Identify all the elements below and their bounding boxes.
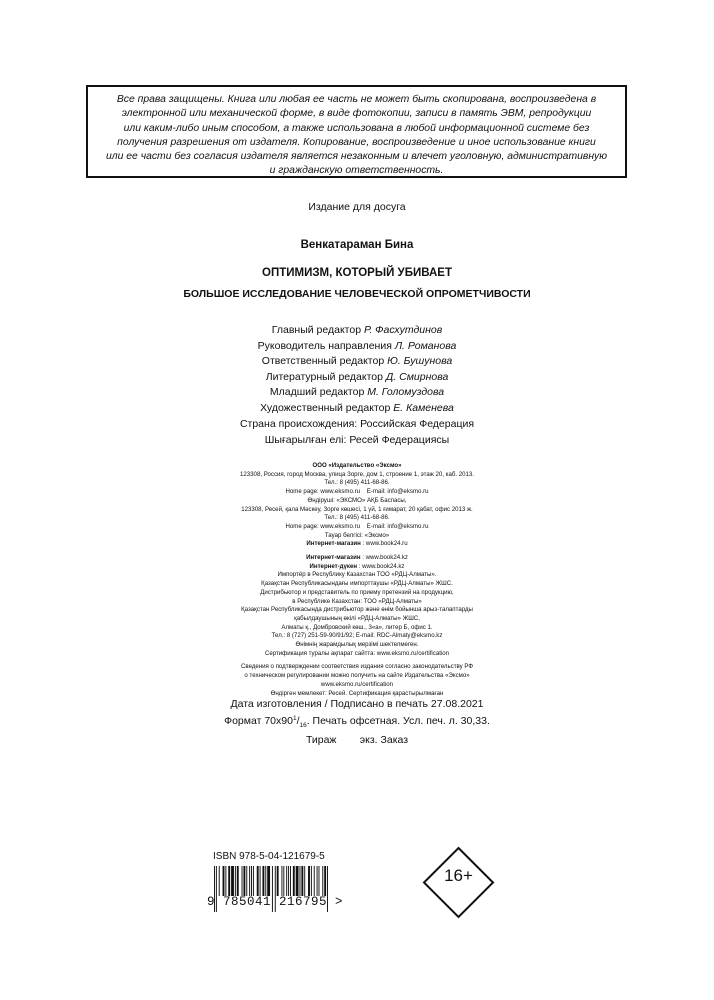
print-date: Дата изготовления / Подписано в печать 27.08.2021	[230, 698, 484, 710]
conformity-kz: Өндірген мемлекет: Ресей. Сертификация қарастырылмаған	[270, 689, 444, 697]
editor-row	[0, 401, 714, 417]
editor-role: Руководитель направления	[257, 339, 395, 352]
online-shop-ru-url: : www.book24.ru	[360, 540, 408, 548]
online-shop-ru-label: Интернет-магазин	[306, 540, 361, 548]
publisher-address-kz: 123308, Ресей, қала Мәскеу, Зорге көшесі, 1 үй, 1 ғимарат, 20 қабат, офис 2013 ж.	[241, 505, 473, 513]
barcode-digits: 9 785041 216795 >	[207, 895, 344, 909]
conformity-line: о техническом регулировании можно получить на сайте Издательства «Эксмо»	[244, 672, 470, 680]
copyright-notice-box	[86, 85, 627, 178]
editor-row	[0, 339, 714, 355]
editors-list	[0, 323, 714, 417]
editor-role: Ответственный редактор	[261, 355, 388, 368]
editor-name: Е. Каменева	[393, 401, 454, 414]
distributor-line: в Республике Казахстан: ТОО «РДЦ-Алматы»	[292, 597, 422, 605]
format-suffix: . Печать офсетная. Усл. печ. л. 30,33.	[306, 714, 490, 727]
isbn-label: ISBN 978-5-04-121679-5	[213, 851, 325, 862]
origin-block	[0, 417, 714, 448]
editor-name: Л. Романова	[394, 339, 457, 352]
format-numerator: 1	[292, 714, 297, 722]
print-run: Тираж экз. Заказ	[305, 734, 409, 746]
format-slash: /	[296, 714, 300, 727]
origin-country-kz: Шығарылған елі: Ресей Федерациясы	[264, 433, 450, 446]
author-name: Венкатараман Бина	[300, 239, 414, 251]
origin-country-ru: Страна происхождения: Российская Федерация	[239, 418, 475, 430]
distributor-kz-line: Қазақстан Республикасында дистрибьютор және өнім бойынша арыз-талаптарды	[241, 606, 473, 614]
editor-name: Ю. Бушунова	[387, 355, 453, 368]
certification-kz: Сертификация туралы ақпарат сайтта: www.eksmo.ru/certification	[264, 649, 450, 657]
publisher-phone: Тел.: 8 (495) 411-68-86.	[324, 479, 390, 487]
publisher-trademark-kz: Тауар белгісі: «Эксмо»	[324, 531, 390, 539]
editor-role: Литературный редактор	[265, 370, 386, 383]
online-shop-kz	[0, 554, 714, 563]
distributor-kz-line: Тел.: 8 (727) 251-59-90/91/92; E-mail: RDC-Almaty@eksmo.kz	[271, 632, 443, 640]
publisher-web-kz: Home page: www.eksmo.ru E-mail: info@eksmo.ru	[285, 522, 429, 530]
distributor-kz-line: Алматы қ., Домбровский көш., 3«а», литер Б, офис 1.	[281, 623, 433, 631]
editor-name: М. Голомуздова	[367, 386, 445, 399]
print-format	[0, 712, 714, 734]
publisher-address: 123308, Россия, город Москва, улица Зорге, дом 1, строение 1, этаж 20, каб. 2013.	[240, 470, 474, 478]
distributor-kz-line: қабылдаушының өкілі «РДЦ-Алматы» ЖШС,	[294, 614, 420, 622]
book-subtitle: БОЛЬШОЕ ИССЛЕДОВАНИЕ ЧЕЛОВЕЧЕСКОЙ ОПРОМЕТЧИВОСТИ	[183, 288, 531, 300]
importer-kz: Қазақстан Республикасындағы импорттаушы «РДЦ-Алматы» ЖШС.	[261, 580, 453, 588]
publisher-web: Home page: www.eksmo.ru E-mail: info@eksmo.ru	[285, 488, 429, 496]
editor-role: Художественный редактор	[260, 401, 394, 414]
distributor-line: Дистрибьютор и представитель по приему претензий на продукцию,	[260, 588, 454, 596]
editor-row	[0, 385, 714, 401]
format-prefix: Формат 70x90	[224, 714, 293, 727]
edition-type: Издание для досуга	[308, 201, 406, 213]
online-shop-kz2	[0, 563, 714, 572]
publisher-block	[0, 462, 714, 698]
format-denominator: 16	[299, 721, 307, 729]
online-shop-kz-url: : www.book24.kz	[360, 554, 408, 562]
importer-ru: Импортёр в Республику Казахстан ТОО «РДЦ-Алматы».	[277, 571, 437, 579]
age-rating-label: 16+	[444, 866, 473, 885]
online-shop-kz2-label: Интернет-дүкен	[309, 562, 358, 570]
publisher-maker-kz: Өндіруші: «ЭКСМО» АҚБ Баспасы,	[307, 496, 407, 504]
online-shop-kz-label: Интернет-магазин	[306, 554, 361, 562]
editor-row	[0, 323, 714, 339]
editor-row	[0, 354, 714, 370]
online-shop-kz2-url: : www.book24.kz	[357, 562, 405, 570]
editor-role: Младший редактор	[269, 386, 368, 399]
conformity-line: www.eksmo.ru/certification	[320, 680, 394, 688]
validity-kz: Өнімнің жарамдылық мерзімі шектелмеген.	[295, 641, 419, 649]
book-title: ОПТИМИЗМ, КОТОРЫЙ УБИВАЕТ	[262, 267, 452, 279]
conformity-line: Сведения о подтверждении соответствия издания согласно законодательству РФ	[241, 663, 473, 671]
editor-row	[0, 370, 714, 386]
copyright-notice: Все права защищены. Книга или любая ее часть не может быть скопирована, воспроизведена в электронной или механической форме, в виде фотокопии, записи в память ЭВМ, репродукции или каким-либо иным способом, а также использована в любой информационной системе без получения разрешения от издателя. Копирование, воспроизведение и иное использование книги или ее части без согласия издателя является незаконным и влечет уголовную, административную и гражданскую ответственность.	[105, 94, 608, 177]
print-info	[0, 697, 714, 748]
editor-name: Д. Смирнова	[385, 370, 449, 383]
editor-name: Р. Фасхутдинов	[363, 324, 443, 336]
publisher-name: ООО «Издательство «Эксмо»	[312, 462, 402, 469]
editor-role: Главный редактор	[271, 324, 364, 336]
online-shop-ru	[0, 540, 714, 549]
publisher-phone-kz: Тел.: 8 (495) 411-68-86.	[324, 514, 390, 522]
